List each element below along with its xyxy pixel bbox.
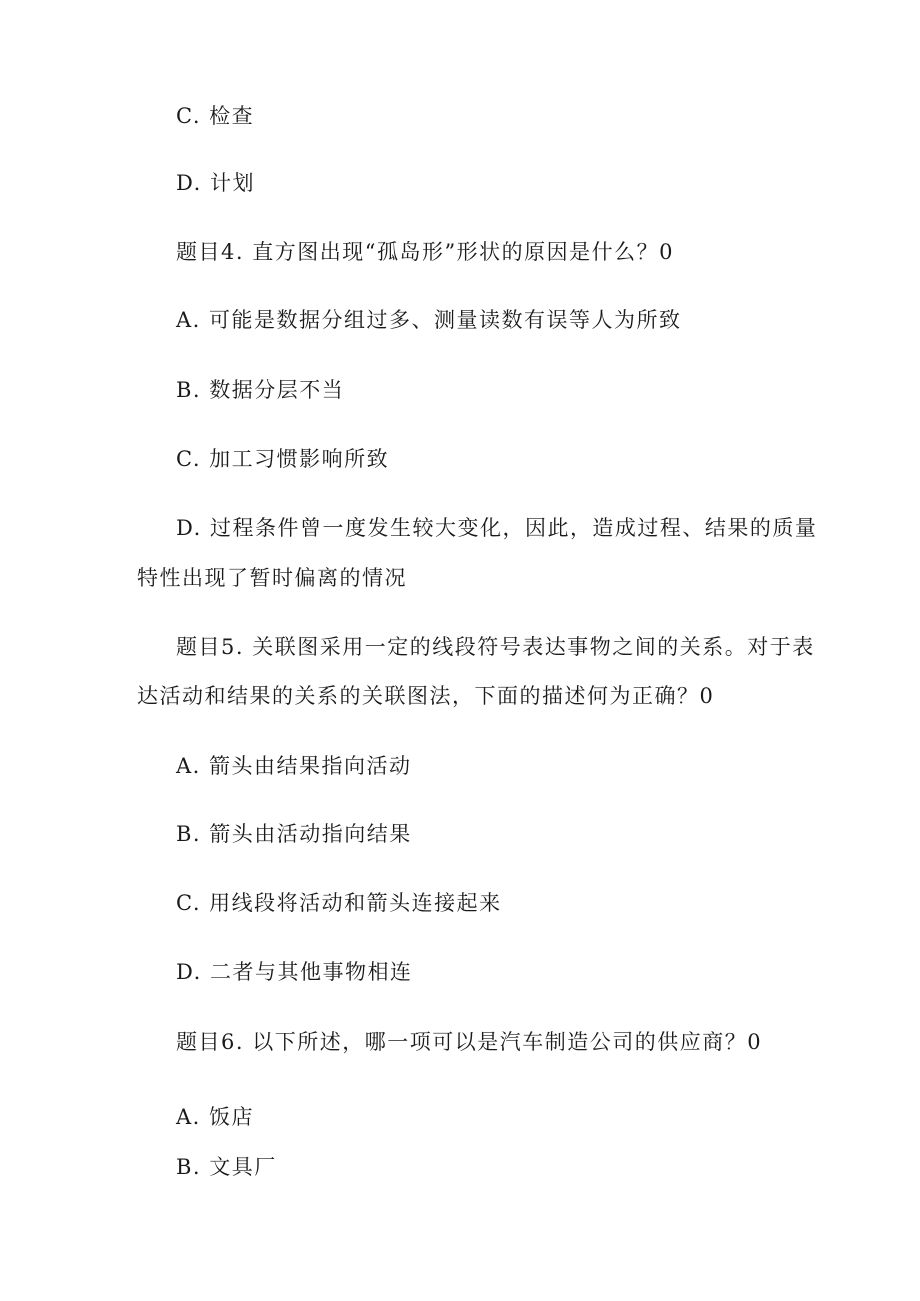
option-d-q4-continued: 特性出现了暂时偏离的情况 [137, 566, 407, 590]
question-6: 题目6. 以下所述，哪一项可以是汽车制造公司的供应商？0 [176, 1030, 763, 1054]
option-b-q6: B. 文具厂 [176, 1155, 277, 1179]
option-b-q5: B. 箭头由活动指向结果 [176, 822, 412, 846]
option-a-q5: A. 箭头由结果指向活动 [176, 754, 412, 778]
option-a-q4: A. 可能是数据分组过多、测量读数有误等人为所致 [176, 308, 682, 332]
question-4: 题目4. 直方图出现“孤岛形”形状的原因是什么？0 [176, 240, 675, 264]
option-b-q4: B. 数据分层不当 [176, 378, 345, 402]
option-d-q3: D. 计划 [176, 171, 255, 195]
option-c-q5: C. 用线段将活动和箭头连接起来 [176, 891, 502, 915]
option-d-q4: D. 过程条件曾一度发生较大变化，因此，造成过程、结果的质量 [176, 516, 818, 540]
question-5-continued: 达活动和结果的关系的关联图法，下面的描述何为正确？0 [137, 684, 715, 708]
option-c-q4: C. 加工习惯影响所致 [176, 447, 390, 471]
option-d-q5: D. 二者与其他事物相连 [176, 960, 413, 984]
option-a-q6: A. 饭店 [176, 1105, 255, 1129]
option-c-q3: C. 检查 [176, 104, 255, 128]
question-5: 题目5. 关联图采用一定的线段符号表达事物之间的关系。对于表 [176, 635, 815, 659]
